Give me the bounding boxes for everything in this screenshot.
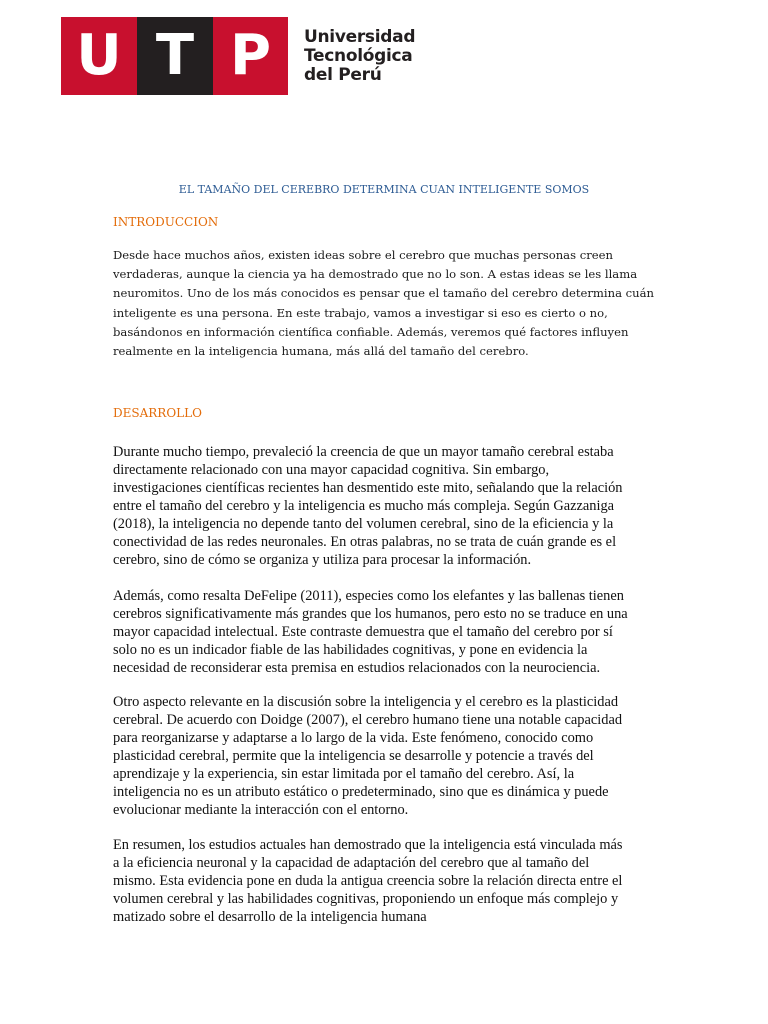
paragraph-line: Además, como resalta DeFelipe (2011), especies como los elefantes y las ballenas tienen bbox=[113, 588, 624, 604]
paragraph-line: aprendizaje y la experiencia, sin estar limitada por el tamaño del cerebro. Así, la bbox=[113, 766, 575, 782]
paragraph-line: basándonos en información científica confiable. Además, veremos qué factores influyen bbox=[113, 324, 629, 339]
paragraph-line: volumen cerebral y las habilidades cognitivas, proponiendo un enfoque más complejo y bbox=[113, 891, 619, 907]
paragraph-line: para reorganizarse y adaptarse a lo largo de la vida. Este fenómeno, conocido como bbox=[113, 730, 594, 746]
paragraph-line: entre el tamaño del cerebro y la inteligencia es mucho más compleja. Según Gazzaniga bbox=[113, 498, 615, 514]
paragraph-line: verdaderas, aunque la ciencia ya ha demostrado que no lo son. A estas ideas se les llama bbox=[113, 267, 638, 282]
development-paragraph-1 bbox=[113, 443, 663, 569]
paragraph-line: investigaciones científicas recientes han desmentido este mito, señalando que la relación bbox=[113, 480, 623, 496]
university-name-line: Tecnológica bbox=[304, 45, 413, 66]
paragraph-line: En resumen, los estudios actuales han demostrado que la inteligencia está vinculada más bbox=[113, 837, 623, 853]
development-paragraph-3 bbox=[113, 693, 663, 819]
paragraph-line: mismo. Esta evidencia pone en duda la antigua creencia sobre la relación directa entre el bbox=[113, 873, 623, 889]
paragraph-line: (2018), la inteligencia no depende tanto del volumen cerebral, sino de la eficiencia y la bbox=[113, 516, 614, 532]
logo-letter-t: T bbox=[137, 17, 213, 95]
paragraph-line: a la eficiencia neuronal y la capacidad de adaptación del cerebro que al tamaño del bbox=[113, 855, 590, 871]
utp-logo-mark bbox=[61, 17, 288, 95]
utp-logo bbox=[61, 17, 415, 95]
paragraph-line: directamente relacionado con una mayor capacidad cognitiva. Sin embargo, bbox=[113, 462, 550, 478]
conclusion-paragraph bbox=[113, 836, 663, 926]
paragraph-line: neuromitos. Uno de los más conocidos es pensar que el tamaño del cerebro determina cuán bbox=[113, 286, 655, 301]
logo-letter-u: U bbox=[61, 17, 137, 95]
introduction-paragraph bbox=[113, 246, 653, 361]
paragraph-line: Desde hace muchos años, existen ideas sobre el cerebro que muchas personas creen bbox=[113, 248, 613, 262]
paragraph-line: Durante mucho tiempo, prevaleció la creencia de que un mayor tamaño cerebral estaba bbox=[113, 444, 614, 460]
university-name-line: del Perú bbox=[304, 64, 382, 85]
logo-letter-p: P bbox=[213, 17, 288, 95]
paragraph-line: cerebro, sino de cómo se organiza y utiliza para procesar la información. bbox=[113, 552, 532, 568]
university-name-line: Universidad bbox=[304, 26, 416, 47]
university-name bbox=[304, 28, 415, 85]
paragraph-line: plasticidad cerebral, permite que la inteligencia se desarrolle y potencie a través del bbox=[113, 748, 594, 764]
development-heading: DESARROLLO bbox=[113, 406, 202, 420]
paragraph-line: Otro aspecto relevante en la discusión sobre la inteligencia y el cerebro es la plasticidad bbox=[113, 694, 619, 710]
paragraph-line: matizado sobre el desarrollo de la inteligencia humana bbox=[113, 909, 427, 925]
paragraph-line: mayor capacidad intelectual. Este contraste demuestra que el tamaño del cerebro por sí bbox=[113, 624, 613, 640]
paragraph-line: conectividad de las redes neuronales. En otras palabras, no se trata de cuán grande es el bbox=[113, 534, 617, 550]
development-paragraph-2 bbox=[113, 587, 663, 677]
introduction-heading: INTRODUCCION bbox=[113, 215, 219, 229]
document-title: EL TAMAÑO DEL CEREBRO DETERMINA CUAN INTELIGENTE SOMOS bbox=[178, 183, 590, 196]
paragraph-line: inteligencia no es un atributo estático o predeterminado, sino que es dinámica y puede bbox=[113, 784, 609, 800]
paragraph-line: cerebros significativamente más grandes que los humanos, pero esto no se traduce en una bbox=[113, 606, 628, 622]
paragraph-line: cerebral. De acuerdo con Doidge (2007), el cerebro humano tiene una notable capacidad bbox=[113, 712, 623, 728]
paragraph-line: realmente en la inteligencia humana, más allá del tamaño del cerebro. bbox=[113, 344, 529, 359]
paragraph-line: evolucionar mediante la interacción con el entorno. bbox=[113, 802, 409, 818]
paragraph-line: inteligente es una persona. En este trabajo, vamos a investigar si eso es cierto o no, bbox=[113, 305, 608, 320]
paragraph-line: solo no es un indicador fiable de las habilidades cognitivas, y pone en evidencia la bbox=[113, 642, 588, 658]
paragraph-line: necesidad de reconsiderar esta premisa en estudios relacionados con la neurociencia. bbox=[113, 660, 601, 676]
